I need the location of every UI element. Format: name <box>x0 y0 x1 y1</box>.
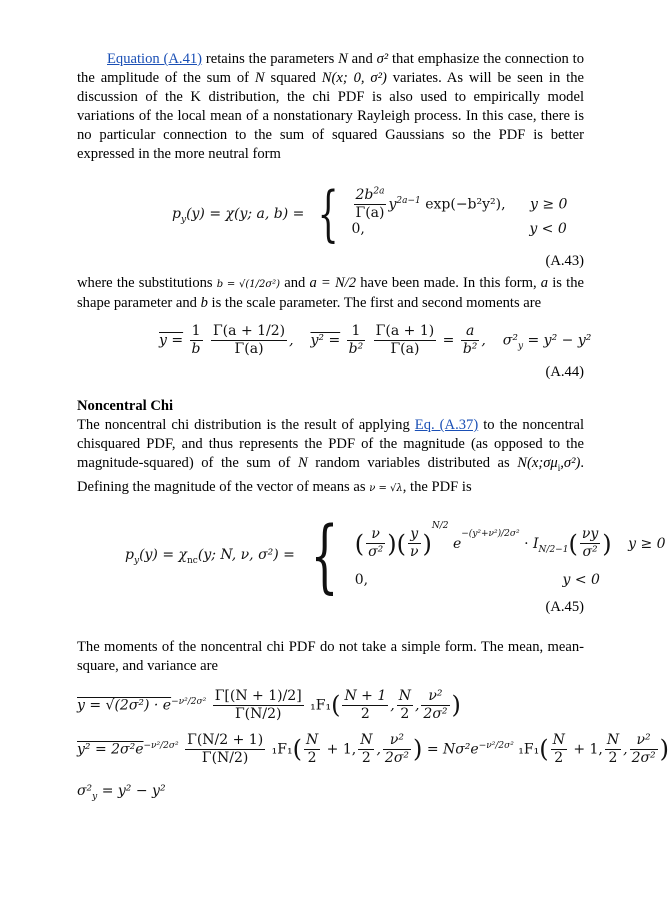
inline-math: ν = √λ <box>369 482 403 494</box>
inline-math: b = √(1/2σ²) <box>216 279 281 290</box>
fraction: $\frac{1}{\text{b²}}$ <box>348 323 364 357</box>
case-row-2 <box>352 217 568 241</box>
text: squared <box>264 70 322 86</box>
text: variates. As will be seen in the discussion of the K distribution, the chi PDF is also used to empirically model variations of the local mean of a nonstationary Rayleigh process. In this case, there is no particular connection to the sum of squared Gaussians so the PDF is better expressed in the more neutral form <box>77 70 584 162</box>
equation-number: (A.45) <box>545 598 584 615</box>
equation-a43 <box>77 176 584 274</box>
fraction: $\frac{1}{b}$ <box>191 323 201 357</box>
text: and <box>280 275 310 291</box>
case-row-1 <box>352 186 568 221</box>
equation-number: (A.43) <box>545 253 584 269</box>
eq-lhs-rest: (y) = χ(y; a, b) = <box>186 205 305 222</box>
left-brace: { <box>317 179 339 249</box>
equation-a45 <box>77 508 666 624</box>
zero: 0, <box>351 221 365 237</box>
condition-1: y ≥ 0 <box>628 535 666 552</box>
equation-moments <box>77 687 669 818</box>
equation-number: (A.44) <box>545 364 584 380</box>
eq-lhs: p <box>172 205 181 222</box>
equation-a44 <box>77 321 592 383</box>
equation-a45-body: $p_y(y) = \chi_{nc}(y$; N, ν, σ²) = { ( $\frac{\nu}{\text{σ²}}$ )( $\frac{y}{\nu}$ )$^{N/2}$ $e^{-(y^2+\nu^2)/2\sigma^2} \cdot I_{N/2-1}$( $\frac{\nu y}{\text{σ²}}$ ) y ≥ 0 0, y < 0 <box>125 508 666 602</box>
var-n: N <box>338 51 348 67</box>
eq-term: y <box>388 196 397 213</box>
text: retains the parameters <box>202 51 339 67</box>
var-a: a <box>540 275 549 291</box>
case-row-1: ( $\frac{\nu}{\text{σ²}}$ )( $\frac{y}{\nu}$ )$^{N/2}$ $e^{-(y^2+\nu^2)/2\sigma^2} \cdot I_{N/2-1}$( $\frac{\nu y}{\text{σ²}}$ ) y ≥ 0 <box>354 521 666 561</box>
condition-1: y ≥ 0 <box>530 196 568 213</box>
text: that emphasize the connection to the amplitude of the sum of <box>77 51 585 86</box>
page-content <box>77 50 669 818</box>
paragraph-moments: The moments of the noncentral chi PDF do not take a simple form. The mean, mean-square, and variance are <box>77 638 584 674</box>
text: to the noncentral chisquared PDF, and thus represents the PDF of the magnitude (as opposed to the magnitude-squared) of the sum of <box>77 417 585 471</box>
inline-math: a = N/2 <box>309 275 357 291</box>
case-row-2: 0, y < 0 <box>354 571 600 588</box>
normal-dist-rest: ,σ²) <box>560 455 581 471</box>
text: is the shape parameter and <box>77 275 584 311</box>
paragraph-substitution <box>77 274 584 313</box>
equation-a37-link[interactable]: Eq. (A.37) <box>414 417 479 433</box>
text: and <box>347 51 377 67</box>
paragraph-intro <box>77 50 584 164</box>
fraction: $\frac{\Gamma(a + 1/2)}{\Gamma(a)}$ <box>212 323 286 357</box>
text: random variables distributed as <box>307 455 518 471</box>
text: . Defining the magnitude of the vector of means as <box>77 455 584 495</box>
var-n: N <box>254 70 265 86</box>
mean-square-y: y² = <box>310 332 341 349</box>
text: where the substitutions <box>77 275 217 291</box>
eq-sub: y <box>180 214 187 225</box>
text: is the scale parameter. The first and second moments are <box>207 295 542 311</box>
text: , the PDF is <box>402 478 472 495</box>
mean-y: y = <box>159 332 184 349</box>
cases <box>352 187 568 241</box>
moment-variance: $\sigma^2_y = y^2 - y^2$ <box>77 782 166 802</box>
var-b: b <box>200 295 208 311</box>
condition-2: y < 0 <box>562 571 600 588</box>
fraction: $\frac{2b^{2a}}{\Gamma(a)}$ <box>355 186 385 221</box>
moment-mean: $y = √(2\sigma^2) \cdot e^{-\nu^2/2\sigma^2}$ $\frac{\Gamma[(N + 1)/2]}{\Gamma(N/2)}$ ₁F₁( $\frac{N + 1}{2}$ , $\frac{N}{2}$ , $\frac{\text{ν²}}{\text{2σ²}}$ ) <box>77 687 461 722</box>
cases <box>355 520 666 592</box>
eq-exp: exp(−b²y²), <box>420 196 506 213</box>
equation-a44-body: y = $\frac{1}{b}$ $\frac{\Gamma(a + 1/2)}{\Gamma(a)}$ , y² = $\frac{1}{\text{b²}}$ $\frac{\Gamma(a + 1)}{\Gamma(a)}$ = $\frac{a}{\text{b²}}$ , $\sigma^2_y = y^2 - y^2$ <box>159 323 592 357</box>
normal-dist: N(x; 0, σ²) <box>321 70 387 86</box>
section-heading: Noncentral Chi <box>77 398 174 414</box>
text: The noncentral chi distribution is the result of applying <box>77 417 415 433</box>
variance: σ² <box>502 332 518 349</box>
var-sigma2: σ² <box>376 51 389 67</box>
left-brace: { <box>310 508 339 602</box>
variance-rest: = y² − y² <box>523 332 592 349</box>
sub-i: i <box>557 462 561 473</box>
equation-a41-link[interactable]: Equation (A.41) <box>107 51 203 67</box>
eq-sub: y <box>517 341 524 352</box>
fraction: $\frac{a}{\text{b²}}$ <box>462 323 478 357</box>
paragraph-noncentral <box>77 416 584 498</box>
condition-2: y < 0 <box>529 221 567 237</box>
equation-a43-body <box>172 179 568 249</box>
var-n: N <box>297 455 308 471</box>
moment-mean-square: $y^2 = 2\sigma^2e^{-\nu^2/2\sigma^2}$ $\frac{\Gamma(N/2 + 1)}{\Gamma(N/2)}$ ₁F₁( $\frac{N}{2}$ + 1, $\frac{N}{2}$ , $\frac{\text{ν²}}{\text{2σ²}}$ ) = $N\sigma^2e^{-\nu^2/2\sigma^2}$ ₁F₁( $\frac{N}{2}$ + 1, $\frac{N}{2}$ , $\frac{\text{ν²}}{\text{2σ²}}$ ) <box>77 731 669 766</box>
normal-dist: N(x;σμ <box>517 455 558 471</box>
text: have been made. In this form, <box>356 275 541 291</box>
fraction: $\frac{\Gamma(a + 1)}{\Gamma(a)}$ <box>375 323 435 357</box>
eq-sup: 2a−1 <box>396 195 421 206</box>
